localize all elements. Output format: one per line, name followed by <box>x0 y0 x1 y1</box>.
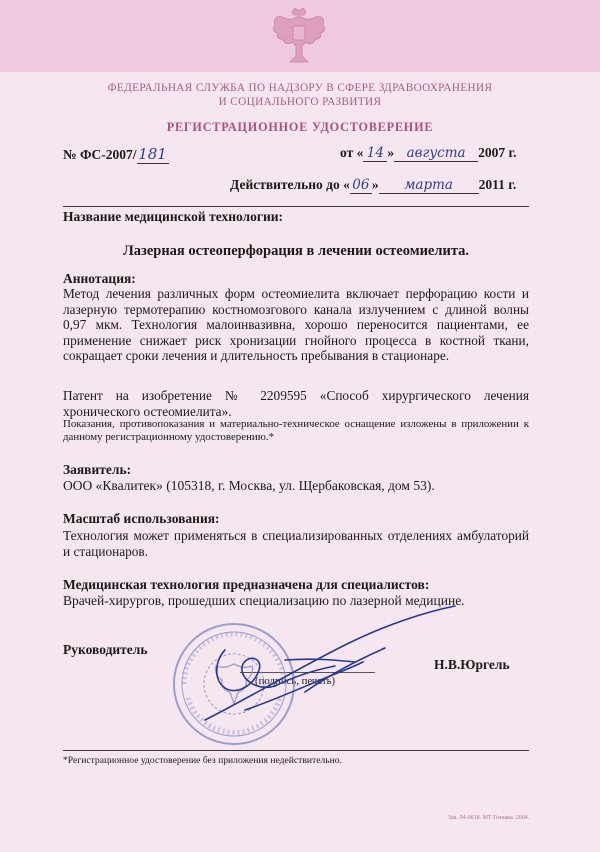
issue-year: 2007 г. <box>478 145 517 160</box>
registration-number-prefix: № ФС-2007/ <box>63 147 137 162</box>
valid-until <box>230 177 516 194</box>
patent-text: Патент на изобретение № 2209595 «Способ хирургического лечения хронического остеомиелита». <box>63 388 529 419</box>
valid-quote: » <box>371 177 379 192</box>
specialists-heading: Медицинская технология предназначена для специалистов: <box>63 577 430 592</box>
issue-date <box>340 145 516 162</box>
agency-line-1: ФЕДЕРАЛЬНАЯ СЛУЖБА ПО НАДЗОРУ В СФЕРЕ ЗДРАВООХРАНЕНИЯ <box>107 82 493 94</box>
scale-text: Технология может применяться в специализированных отделениях амбулаторий и стационаров. <box>63 528 529 559</box>
signer-name: Н.В.Юргель <box>434 657 510 672</box>
issue-month: августа <box>394 145 478 162</box>
signer-role: Руководитель <box>63 642 148 657</box>
issue-day: 14 <box>363 145 387 162</box>
valid-day: 06 <box>350 177 372 194</box>
coat-of-arms-icon <box>268 6 330 66</box>
agency-name <box>40 81 560 109</box>
annotation-heading: Аннотация: <box>63 271 136 286</box>
divider-top <box>63 206 529 207</box>
annotation-text: Метод лечения различных форм остеомиелита включает перфорацию кости и лазерную термотерапию костномозгового канала излучением с длиной волны 0,97 мкм. Технология малоинвазивна, хорошо переносится пациентами, ее применение снижает риск хронизации гнойного процесса в костной ткани, сокращает сроки лечения и длительность пребывания в стационаре. <box>63 286 529 364</box>
applicant-heading: Заявитель: <box>63 462 132 477</box>
valid-month: марта <box>379 177 479 194</box>
specialists-text: Врачей-хирургов, прошедших специализацию по лазерной медицине. <box>63 593 465 608</box>
valid-until-prefix: Действительно до « <box>230 177 350 192</box>
technology-label: Название медицинской технологии: <box>63 209 284 224</box>
issue-date-prefix: от « <box>340 145 364 160</box>
document-title: РЕГИСТРАЦИОННОЕ УДОСТОВЕРЕНИЕ <box>166 120 434 134</box>
agency-line-2: И СОЦИАЛЬНОГО РАЗВИТИЯ <box>218 96 382 108</box>
valid-year: 2011 г. <box>478 177 517 192</box>
issue-date-quote: » <box>387 145 395 160</box>
divider-bottom <box>63 750 529 751</box>
registration-number <box>63 145 169 164</box>
appendix-note: Показания, противопоказания и материально-техническое оснащение изложены в приложении к данному регистрационному удостоверению.* <box>63 418 529 443</box>
handwritten-signature-icon <box>185 600 515 740</box>
print-code: Зак. 04-0618. МТ Гознака. 2004. <box>448 815 530 821</box>
scale-heading: Масштаб использования: <box>63 511 220 526</box>
applicant-text: ООО «Квалитек» (105318, г. Москва, ул. Щербаковская, дом 53). <box>63 478 435 493</box>
registration-number-value: 181 <box>138 145 167 163</box>
signature-caption: (подпись, печать) <box>255 675 336 687</box>
footnote: *Регистрационное удостоверение без приложения недействительно. <box>63 755 342 766</box>
technology-name: Лазерная остеоперфорация в лечении остеомиелита. <box>122 243 470 259</box>
